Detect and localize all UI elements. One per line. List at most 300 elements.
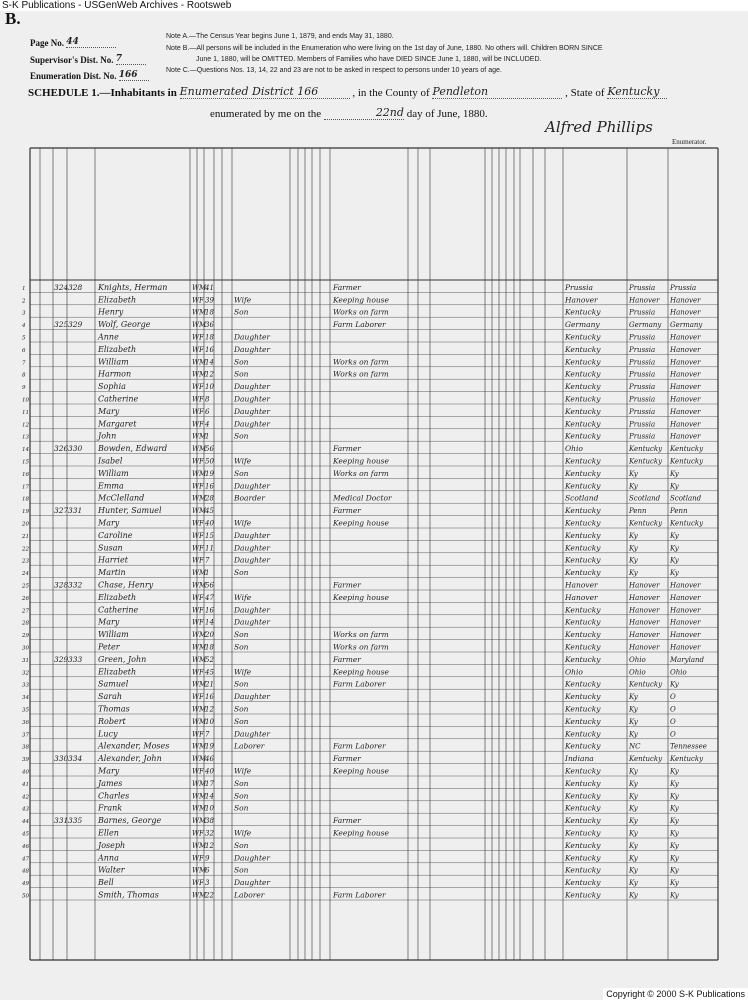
sex-cell: F <box>199 693 204 702</box>
mother-birthplace-cell: Ky <box>670 879 679 888</box>
birthplace-cell: Kentucky <box>565 357 601 367</box>
person-name: James <box>98 778 123 788</box>
color-cell: W <box>192 606 200 615</box>
age-cell: 18 <box>205 333 214 342</box>
person-name: Joseph <box>98 840 126 850</box>
birthplace-cell: Kentucky <box>565 506 601 516</box>
enumerator-label: Enumerator. <box>672 138 707 146</box>
color-cell: W <box>192 519 200 528</box>
age-cell: 20 <box>205 631 214 640</box>
occupation-cell: Works on farm <box>333 369 389 379</box>
color-cell: W <box>192 494 200 503</box>
mother-birthplace-cell: Ky <box>670 767 679 776</box>
father-birthplace-cell: Ky <box>629 569 638 578</box>
father-birthplace-cell: Germany <box>629 321 662 330</box>
person-name: Knights, Herman <box>98 282 168 292</box>
occupation-cell: Keeping house <box>333 828 389 838</box>
color-cell: W <box>192 507 200 516</box>
color-cell: W <box>192 370 200 379</box>
relationship-cell: Daughter <box>234 344 270 354</box>
mother-birthplace-cell: Ky <box>670 469 679 478</box>
color-cell: W <box>192 445 200 454</box>
person-name: Elizabeth <box>98 667 137 677</box>
age-cell: 46 <box>205 755 214 764</box>
sex-cell: M <box>199 817 207 826</box>
birthplace-cell: Kentucky <box>565 865 601 875</box>
relationship-cell: Daughter <box>234 853 270 863</box>
father-birthplace-cell: Kentucky <box>629 457 663 466</box>
birthplace-cell: Kentucky <box>565 332 601 342</box>
sex-cell: F <box>199 482 204 491</box>
father-birthplace-cell: Ky <box>629 779 638 788</box>
mother-birthplace-cell: Ky <box>670 866 679 875</box>
relationship-cell: Wife <box>234 456 252 466</box>
age-cell: 56 <box>205 581 214 590</box>
sex-cell: F <box>199 854 204 863</box>
sex-cell: F <box>199 879 204 888</box>
birthplace-cell: Kentucky <box>565 543 601 553</box>
father-birthplace-cell: Ky <box>629 792 638 801</box>
age-cell: 39 <box>205 296 214 305</box>
father-birthplace-cell: Hanover <box>629 593 660 602</box>
color-cell: W <box>192 866 200 875</box>
father-birthplace-cell: Prussia <box>629 345 656 354</box>
row-number: 41 <box>22 781 29 788</box>
family-number: 328 <box>68 282 83 292</box>
father-birthplace-cell: Kentucky <box>629 445 663 454</box>
archive-banner: S-K Publications - USGenWeb Archives - Rootsweb <box>0 0 748 11</box>
person-name: Hunter, Samuel <box>98 506 162 516</box>
father-birthplace-cell: Ohio <box>629 655 646 664</box>
person-name: Chase, Henry <box>98 580 154 590</box>
mother-birthplace-cell: Maryland <box>670 655 705 664</box>
sex-cell: M <box>199 494 207 503</box>
person-name: Barnes, George <box>98 816 162 826</box>
mother-birthplace-cell: Hanover <box>670 631 701 640</box>
row-number: 12 <box>22 422 29 429</box>
sex-cell: M <box>199 841 207 850</box>
mother-birthplace-cell: Kentucky <box>670 445 704 454</box>
relationship-cell: Daughter <box>234 555 270 565</box>
age-cell: 18 <box>205 643 214 652</box>
mother-birthplace-cell: O <box>670 705 676 714</box>
person-name: John <box>98 431 117 441</box>
birthplace-cell: Kentucky <box>565 816 601 826</box>
state-text: , State of <box>565 87 605 99</box>
sex-cell: M <box>199 804 207 813</box>
father-birthplace-cell: Kentucky <box>629 519 663 528</box>
color-cell: W <box>192 593 200 602</box>
age-cell: 6 <box>205 866 210 875</box>
birthplace-cell: Scotland <box>565 493 599 503</box>
row-number: 37 <box>22 732 29 739</box>
mother-birthplace-cell: Tennessee <box>670 742 707 751</box>
occupation-cell: Farmer <box>333 580 361 590</box>
color-cell: W <box>192 296 200 305</box>
birthplace-cell: Kentucky <box>565 530 601 540</box>
sex-cell: M <box>199 643 207 652</box>
mother-birthplace-cell: Ky <box>670 482 679 491</box>
color-cell: W <box>192 395 200 404</box>
note-b: Note B.—All persons will be included in the Enumeration who were living on the 1st day of June, 1880. No others will. Children BORN SINCE <box>166 45 603 52</box>
person-name: Harmon <box>98 369 132 379</box>
sex-cell: M <box>199 283 207 292</box>
age-cell: 52 <box>205 655 214 664</box>
color-cell: W <box>192 841 200 850</box>
sex-cell: M <box>199 469 207 478</box>
row-number: 27 <box>22 608 29 615</box>
father-birthplace-cell: Ky <box>629 693 638 702</box>
person-name: Ellen <box>98 828 119 838</box>
relationship-cell: Son <box>234 679 249 689</box>
mother-birthplace-cell: Hanover <box>670 432 701 441</box>
row-number: 33 <box>22 682 29 689</box>
mother-birthplace-cell: Ky <box>670 804 679 813</box>
row-number: 19 <box>22 509 29 516</box>
birthplace-cell: Prussia <box>565 282 594 292</box>
row-number: 15 <box>22 459 29 466</box>
relationship-cell: Wife <box>234 828 252 838</box>
page-number-label: Page No. <box>30 38 64 48</box>
row-number: 35 <box>22 707 29 714</box>
row-number: 48 <box>22 868 29 875</box>
sex-cell: M <box>199 370 207 379</box>
person-name: Martin <box>98 568 126 578</box>
sex-cell: M <box>199 742 207 751</box>
sex-cell: M <box>199 308 207 317</box>
enum-prefix: enumerated by me on the <box>210 108 322 120</box>
row-number: 36 <box>22 719 29 726</box>
birthplace-cell: Kentucky <box>565 344 601 354</box>
color-cell: W <box>192 321 200 330</box>
sex-cell: F <box>199 407 204 416</box>
age-cell: 45 <box>205 507 214 516</box>
age-cell: 12 <box>205 705 214 714</box>
father-birthplace-cell: Ky <box>629 482 638 491</box>
sex-cell: M <box>199 891 207 900</box>
color-cell: W <box>192 581 200 590</box>
occupation-cell: Medical Doctor <box>333 493 392 503</box>
color-cell: W <box>192 432 200 441</box>
dwelling-number: 328 <box>54 580 69 590</box>
sex-cell: F <box>199 593 204 602</box>
person-name: Alexander, John <box>98 754 162 764</box>
age-cell: 7 <box>205 556 210 565</box>
person-name: Catherine <box>98 394 139 404</box>
row-number: 18 <box>22 496 29 503</box>
mother-birthplace-cell: O <box>670 693 676 702</box>
father-birthplace-cell: Prussia <box>629 420 656 429</box>
age-cell: 32 <box>205 829 214 838</box>
relationship-cell: Daughter <box>234 332 270 342</box>
sex-cell: M <box>199 717 207 726</box>
relationship-cell: Son <box>234 704 249 714</box>
row-number: 7 <box>22 360 26 367</box>
age-cell: 45 <box>205 668 214 677</box>
sex-cell: F <box>199 544 204 553</box>
sex-cell: M <box>199 581 207 590</box>
row-number: 46 <box>22 843 29 850</box>
color-cell: W <box>192 655 200 664</box>
row-number: 39 <box>22 757 29 764</box>
relationship-cell: Son <box>234 307 249 317</box>
birthplace-cell: Kentucky <box>565 654 601 664</box>
row-number: 38 <box>22 744 29 751</box>
age-cell: 40 <box>205 519 214 528</box>
father-birthplace-cell: Prussia <box>629 383 656 392</box>
birthplace-cell: Kentucky <box>565 729 601 739</box>
occupation-cell: Farm Laborer <box>333 679 386 689</box>
page-number-value: 44 <box>66 37 116 48</box>
mother-birthplace-cell: Kentucky <box>670 519 704 528</box>
father-birthplace-cell: Ky <box>629 730 638 739</box>
enumeration-district-label: Enumeration Dist. No. <box>30 71 117 81</box>
age-cell: 1 <box>205 432 210 441</box>
sex-cell: F <box>199 296 204 305</box>
row-number: 28 <box>22 620 29 627</box>
age-cell: 19 <box>205 742 214 751</box>
row-number: 11 <box>22 409 29 416</box>
father-birthplace-cell: Ky <box>629 544 638 553</box>
sex-cell: F <box>199 519 204 528</box>
father-birthplace-cell: NC <box>629 742 641 751</box>
color-cell: W <box>192 358 200 367</box>
relationship-cell: Wife <box>234 592 252 602</box>
person-name: Peter <box>98 642 120 652</box>
sex-cell: M <box>199 866 207 875</box>
color-cell: W <box>192 569 200 578</box>
row-number: 4 <box>22 323 26 330</box>
age-cell: 56 <box>205 445 214 454</box>
age-cell: 47 <box>205 593 214 602</box>
father-birthplace-cell: Hanover <box>629 296 660 305</box>
sex-cell: F <box>199 829 204 838</box>
family-number: 333 <box>68 654 83 664</box>
relationship-cell: Daughter <box>234 481 270 491</box>
note-c: Note C.—Questions Nos. 13, 14, 22 and 23 are not to be asked in respect to persons under 10 years of age. <box>166 67 502 74</box>
father-birthplace-cell: Ky <box>629 817 638 826</box>
mother-birthplace-cell: Scotland <box>670 494 702 503</box>
birthplace-cell: Kentucky <box>565 890 601 900</box>
birthplace-cell: Kentucky <box>565 468 601 478</box>
father-birthplace-cell: Ky <box>629 829 638 838</box>
occupation-cell: Farmer <box>333 282 361 292</box>
color-cell: W <box>192 308 200 317</box>
birthplace-cell: Kentucky <box>565 840 601 850</box>
birthplace-cell: Kentucky <box>565 456 601 466</box>
relationship-cell: Wife <box>234 667 252 677</box>
occupation-cell: Works on farm <box>333 307 389 317</box>
father-birthplace-cell: Prussia <box>629 283 656 292</box>
mother-birthplace-cell: Penn <box>670 507 688 516</box>
color-cell: W <box>192 742 200 751</box>
relationship-cell: Daughter <box>234 406 270 416</box>
relationship-cell: Wife <box>234 518 252 528</box>
sex-cell: F <box>199 767 204 776</box>
state-value: Kentucky <box>607 85 667 99</box>
birthplace-cell: Hanover <box>565 295 598 305</box>
enum-suffix: day of June, 1880. <box>406 108 488 120</box>
birthplace-cell: Kentucky <box>565 630 601 640</box>
relationship-cell: Son <box>234 630 249 640</box>
sex-cell: F <box>199 531 204 540</box>
row-number: 26 <box>22 595 29 602</box>
color-cell: W <box>192 457 200 466</box>
district-place: Enumerated District 166 <box>180 85 350 99</box>
person-name: Caroline <box>98 530 133 540</box>
age-cell: 38 <box>205 817 214 826</box>
color-cell: W <box>192 693 200 702</box>
sex-cell: M <box>199 445 207 454</box>
color-cell: W <box>192 668 200 677</box>
row-number: 29 <box>22 633 29 640</box>
birthplace-cell: Kentucky <box>565 406 601 416</box>
color-cell: W <box>192 531 200 540</box>
row-number: 1 <box>22 285 26 292</box>
sheet-letter: B. <box>5 9 21 28</box>
birthplace-cell: Kentucky <box>565 518 601 528</box>
person-name: Elizabeth <box>98 592 137 602</box>
person-name: William <box>98 357 129 367</box>
row-number: 17 <box>22 484 29 491</box>
birthplace-cell: Kentucky <box>565 568 601 578</box>
person-name: Alexander, Moses <box>98 741 170 751</box>
row-number: 47 <box>22 856 29 863</box>
person-name: Sophia <box>98 382 126 392</box>
row-number: 8 <box>22 372 26 379</box>
birthplace-cell: Hanover <box>565 580 598 590</box>
row-number: 42 <box>22 794 29 801</box>
person-name: Mary <box>98 406 120 416</box>
relationship-cell: Wife <box>234 295 252 305</box>
relationship-cell: Son <box>234 791 249 801</box>
note-a: Note A.—The Census Year begins June 1, 1879, and ends May 31, 1880. <box>166 33 394 40</box>
row-number: 6 <box>22 347 26 354</box>
birthplace-cell: Kentucky <box>565 419 601 429</box>
birthplace-cell: Kentucky <box>565 307 601 317</box>
row-number: 13 <box>22 434 29 441</box>
person-name: Walter <box>98 865 125 875</box>
father-birthplace-cell: Ky <box>629 705 638 714</box>
occupation-cell: Works on farm <box>333 468 389 478</box>
person-name: Harriet <box>98 555 128 565</box>
occupation-cell: Keeping house <box>333 592 389 602</box>
birthplace-cell: Kentucky <box>565 617 601 627</box>
birthplace-cell: Hanover <box>565 592 598 602</box>
relationship-cell: Son <box>234 803 249 813</box>
mother-birthplace-cell: Germany <box>670 321 703 330</box>
person-name: Elizabeth <box>98 344 137 354</box>
color-cell: W <box>192 705 200 714</box>
father-birthplace-cell: Ohio <box>629 668 646 677</box>
person-name: Samuel <box>98 679 129 689</box>
age-cell: 50 <box>205 457 214 466</box>
person-name: Mary <box>98 766 120 776</box>
mother-birthplace-cell: Ky <box>670 680 679 689</box>
birthplace-cell: Kentucky <box>565 778 601 788</box>
dwelling-number: 331 <box>54 816 69 826</box>
birthplace-cell: Kentucky <box>565 704 601 714</box>
birthplace-cell: Kentucky <box>565 791 601 801</box>
color-cell: W <box>192 643 200 652</box>
age-cell: 14 <box>205 618 214 627</box>
occupation-cell: Farmer <box>333 654 361 664</box>
color-cell: W <box>192 730 200 739</box>
row-number: 5 <box>22 335 26 342</box>
person-name: William <box>98 468 129 478</box>
row-number: 40 <box>22 769 29 776</box>
birthplace-cell: Kentucky <box>565 716 601 726</box>
color-cell: W <box>192 556 200 565</box>
age-cell: 16 <box>205 345 214 354</box>
county-text: , in the County of <box>352 87 430 99</box>
mother-birthplace-cell: Hanover <box>670 308 701 317</box>
father-birthplace-cell: Hanover <box>629 606 660 615</box>
mother-birthplace-cell: O <box>670 717 676 726</box>
color-cell: W <box>192 345 200 354</box>
age-cell: 22 <box>205 891 214 900</box>
birthplace-cell: Kentucky <box>565 555 601 565</box>
birthplace-cell: Kentucky <box>565 828 601 838</box>
person-name: Catherine <box>98 605 139 615</box>
color-cell: W <box>192 755 200 764</box>
color-cell: W <box>192 407 200 416</box>
color-cell: W <box>192 792 200 801</box>
age-cell: 19 <box>205 469 214 478</box>
person-name: Anna <box>98 853 119 863</box>
age-cell: 36 <box>205 321 214 330</box>
person-name: Lucy <box>98 729 118 739</box>
person-name: Mary <box>98 617 120 627</box>
row-number: 43 <box>22 806 29 813</box>
birthplace-cell: Kentucky <box>565 481 601 491</box>
occupation-cell: Farm Laborer <box>333 890 386 900</box>
person-name: Bell <box>98 878 114 888</box>
occupation-cell: Farmer <box>333 754 361 764</box>
person-name: Thomas <box>98 704 130 714</box>
age-cell: 21 <box>205 680 214 689</box>
color-cell: W <box>192 333 200 342</box>
father-birthplace-cell: Kentucky <box>629 755 663 764</box>
age-cell: 17 <box>205 779 214 788</box>
relationship-cell: Daughter <box>234 617 270 627</box>
occupation-cell: Keeping house <box>333 295 389 305</box>
mother-birthplace-cell: Ky <box>670 891 679 900</box>
age-cell: 10 <box>205 383 214 392</box>
birthplace-cell: Kentucky <box>565 878 601 888</box>
person-name: Bowden, Edward <box>98 444 168 454</box>
father-birthplace-cell: Ky <box>629 767 638 776</box>
person-name: Henry <box>98 307 124 317</box>
sex-cell: M <box>199 705 207 714</box>
relationship-cell: Son <box>234 865 249 875</box>
occupation-cell: Works on farm <box>333 642 389 652</box>
age-cell: 12 <box>205 841 214 850</box>
age-cell: 10 <box>205 804 214 813</box>
occupation-cell: Keeping house <box>333 667 389 677</box>
mother-birthplace-cell: Prussia <box>670 283 697 292</box>
row-number: 24 <box>22 571 29 578</box>
birthplace-cell: Kentucky <box>565 741 601 751</box>
relationship-cell: Daughter <box>234 543 270 553</box>
age-cell: 9 <box>205 854 210 863</box>
relationship-cell: Daughter <box>234 729 270 739</box>
family-number: 330 <box>68 444 83 454</box>
sex-cell: F <box>199 556 204 565</box>
mother-birthplace-cell: Hanover <box>670 606 701 615</box>
color-cell: W <box>192 767 200 776</box>
mother-birthplace-cell: O <box>670 730 676 739</box>
